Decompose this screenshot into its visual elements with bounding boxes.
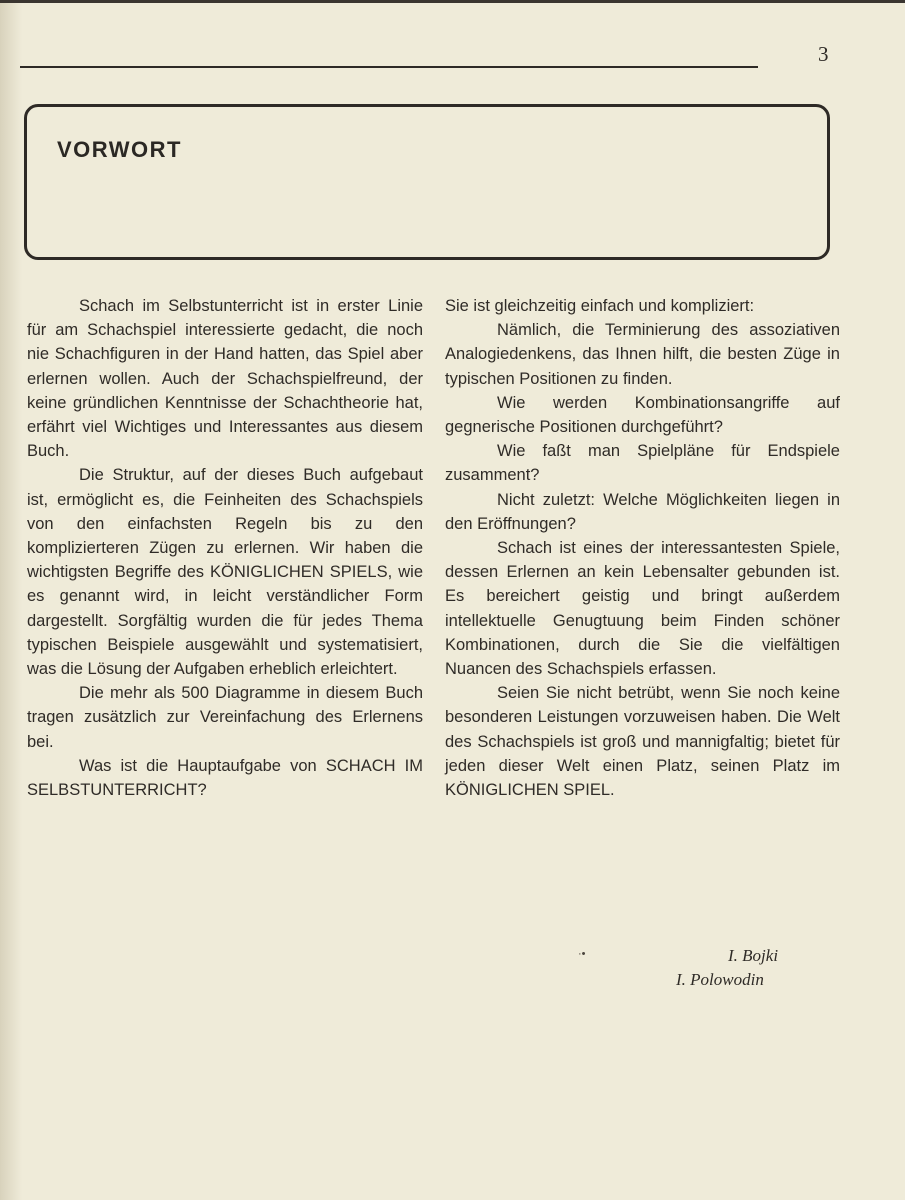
author-signatures: [640, 944, 800, 992]
right-text-column: [445, 294, 840, 802]
paragraph: Die Struktur, auf der dieses Buch aufgebaut ist, ermöglicht es, die Feinheiten des Schachspiels von den einfachsten Regeln bis zu den komplizierteren Zügen zu erlernen. Wir haben die wichtigsten Begriffe des KÖNIGLICHEN SPIELS, wie es genannt wird, in leicht verständlicher Form dargestellt. Sorgfältig wurden die für jedes Thema typischen Beispiele ausgewählt und systematisiert, was die Lösung der Aufgaben erheblich erleichtert.: [27, 466, 423, 679]
paragraph: Wie faßt man Spielpläne für Endspiele zusamment?: [445, 442, 840, 485]
author-name: I. Polowodin: [676, 970, 764, 989]
page-number: 3: [818, 42, 829, 66]
page-shadow: [0, 0, 22, 1200]
paragraph: Schach im Selbstunterricht ist in erster Linie für am Schachspiel interessierte gedacht, die noch nie Schachfiguren in der Hand hatten, das Spiel aber erlernen wollen. Auch der Schachspielfreund, der keine gründlichen Kenntnisse der Schachtheorie hat, erfährt viel Wichtiges und Interessantes aus diesem Buch.: [27, 297, 423, 461]
paragraph: Wie werden Kombinationsangriffe auf gegnerische Positionen durchgeführt?: [445, 393, 840, 437]
left-text-column: [27, 294, 423, 802]
chapter-title: VORWORT: [57, 137, 182, 162]
paragraph: Nämlich, die Terminierung des assoziativen Analogiedenkens, das Ihnen hilft, die besten Züge in typischen Positionen zu finden.: [445, 321, 840, 388]
print-mark: ·•: [578, 948, 586, 960]
chapter-title-box: [24, 104, 830, 260]
paragraph: Seien Sie nicht betrübt, wenn Sie noch keine besonderen Leistungen vorzuweisen haben. Die Welt des Schachspiels ist groß und mannigfaltig; bietet für jeden dieser Welt einen Platz, seinen Platz im KÖNIGLICHEN SPIEL.: [445, 684, 840, 800]
paragraph: Was ist die Hauptaufgabe von SCHACH IM SELBSTUNTERRICHT?: [27, 756, 423, 800]
header-rule: [20, 66, 758, 68]
paragraph: Nicht zuletzt: Welche Möglichkeiten liegen in den Eröffnungen?: [445, 490, 840, 533]
paragraph: Sie ist gleichzeitig einfach und kompliziert:: [445, 297, 755, 315]
paragraph: Schach ist eines der interessantesten Spiele, dessen Erlernen an kein Lebensalter gebunden ist. Es bereichert geistig und bringt außerdem intellektuelle Genugtuung beim Finden schöner Kombinationen, durch die Sie die vielfältigen Nuancen des Schachspiels erfassen.: [445, 539, 840, 679]
author-name: I. Bojki: [728, 946, 779, 965]
paragraph: Die mehr als 500 Diagramme in diesem Buch tragen zusätzlich zur Vereinfachung des Erlernens bei.: [27, 684, 423, 751]
page-top-edge: [0, 0, 905, 3]
